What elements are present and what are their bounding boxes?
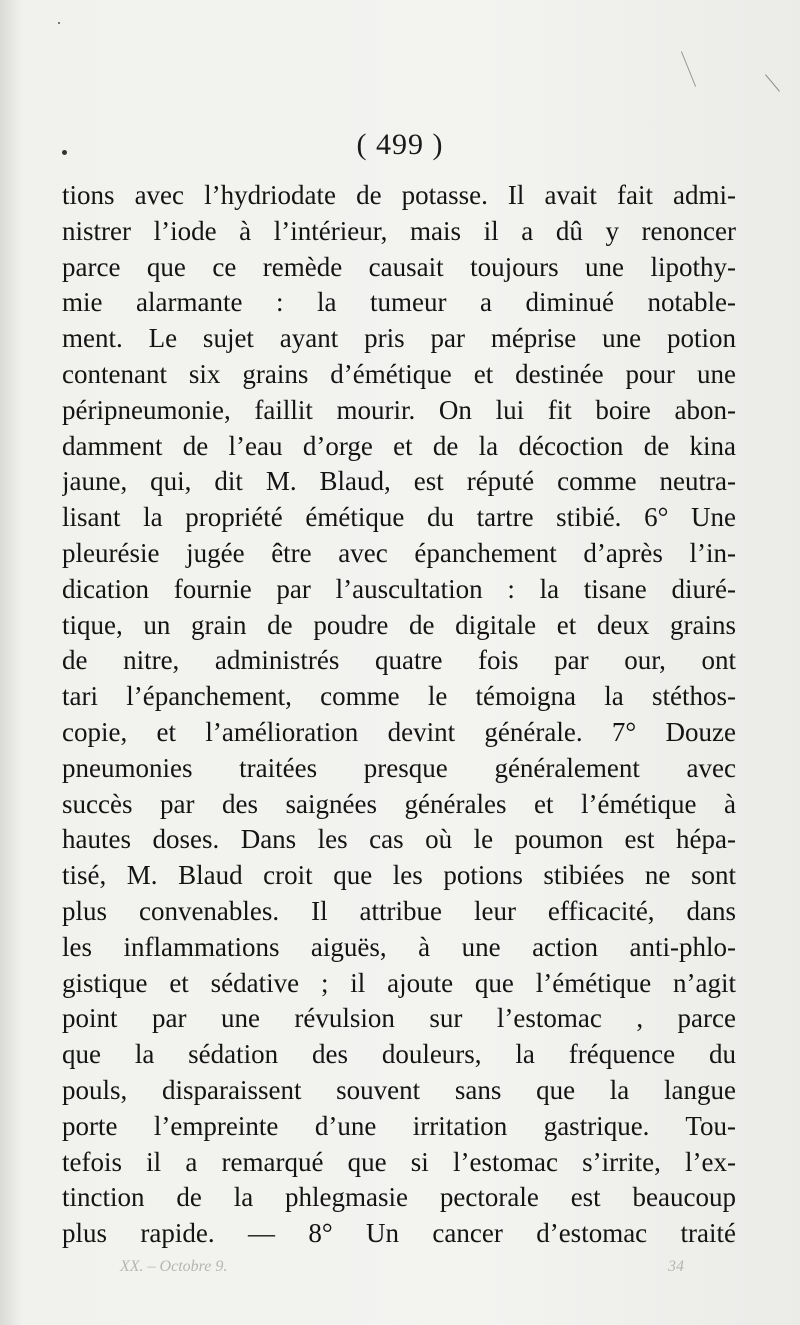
text-line: tisé, M. Blaud croit que les potions stibiées ne sont <box>62 860 736 891</box>
text-line: damment de l’eau d’orge et de la décoction de kina <box>62 430 736 461</box>
text-line: pleurésie jugée être avec épanchement d’après l’in- <box>62 537 736 568</box>
text-line: péripneumonie, faillit mourir. On lui fit boire abon- <box>62 394 736 425</box>
text-line: que la sédation des douleurs, la fréquence du <box>62 1039 736 1070</box>
text-line: nistrer l’iode à l’intérieur, mais il a dû y renoncer <box>62 215 736 246</box>
text-line: de nitre, administrés quatre fois par our, ont <box>62 645 736 676</box>
text-line: gistique et sédative ; il ajoute que l’émétique n’agit <box>62 967 736 998</box>
text-line: lisant la propriété émétique du tartre stibié. 6° Une <box>62 502 736 533</box>
text-line: tions avec l’hydriodate de potasse. Il avait fait admi- <box>62 180 736 210</box>
signature-number: 34 <box>668 1258 684 1275</box>
text-line: plus convenables. Il attribue leur efficacité, dans <box>62 895 736 926</box>
text-line: les inflammations aiguës, à une action anti-phlo- <box>62 931 736 962</box>
text-line: hautes doses. Dans les cas où le poumon est hépa- <box>62 824 736 855</box>
text-line: jaune, qui, dit M. Blaud, est réputé comme neutra- <box>62 466 736 497</box>
text-line: point par une révulsion sur l’estomac , parce <box>62 1003 736 1034</box>
text-line: porte l’empreinte d’une irritation gastrique. Tou- <box>62 1110 736 1141</box>
text-line: parce que ce remède causait toujours une lipothy- <box>62 251 736 282</box>
text-line: tefois il a remarqué que si l’estomac s’irrite, l’ex- <box>62 1146 736 1177</box>
scan-mark <box>58 22 60 24</box>
text-line: dication fournie par l’auscultation : la tisane diuré- <box>62 573 736 604</box>
text-line: tique, un grain de poudre de digitale et deux grains <box>62 609 736 640</box>
body-text <box>62 178 736 1252</box>
text-line: tinction de la phlegmasie pectorale est beaucoup <box>62 1182 736 1213</box>
text-line: mie alarmante : la tumeur a diminué notable- <box>62 287 736 318</box>
text-line: ment. Le sujet ayant pris par méprise une potion <box>62 323 736 354</box>
text-line: copie, et l’amélioration devint générale. 7° Douze <box>62 716 736 747</box>
text-line: succès par des saignées générales et l’émétique à <box>62 788 736 819</box>
signature-mark: XX. – Octobre 9. <box>120 1258 228 1275</box>
scan-mark <box>765 74 780 91</box>
text-line: pouls, disparaissent souvent sans que la langue <box>62 1074 736 1105</box>
text-line: tari l’épanchement, comme le témoigna la stéthos- <box>62 681 736 712</box>
text-line: pneumonies traitées presque généralement avec <box>62 752 736 783</box>
scan-mark <box>681 51 696 87</box>
text-line: contenant six grains d’émétique et destinée pour une <box>62 358 736 389</box>
text-line: plus rapide. — 8° Un cancer d’estomac traité <box>62 1218 736 1249</box>
page-number: ( 499 ) <box>356 128 444 161</box>
